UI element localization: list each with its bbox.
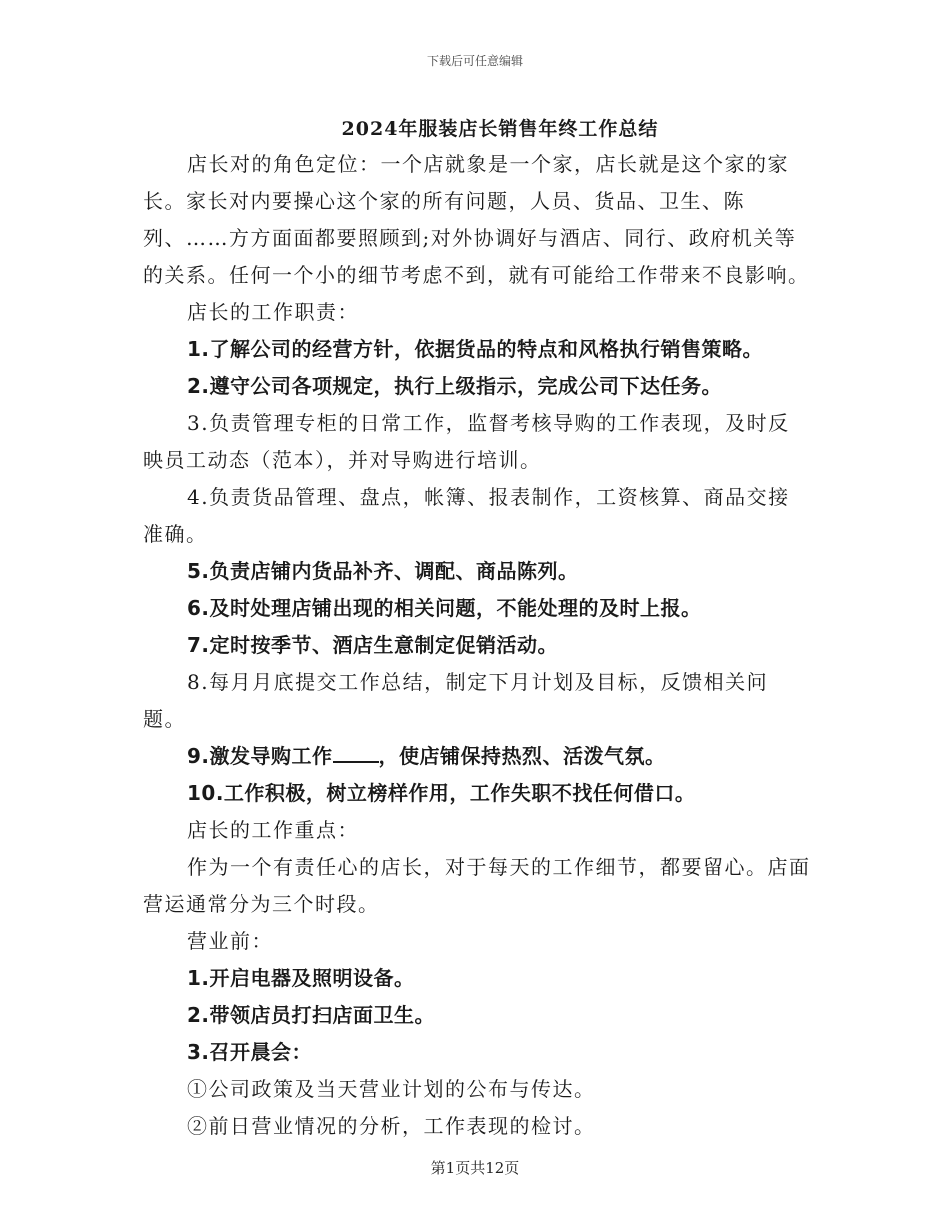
duty-9-text-start: 9.激发导购工作	[187, 744, 333, 768]
focus-heading: 店长的工作重点：	[187, 818, 359, 842]
duty-item: 2.遵守公司各项规定，执行上级指示，完成公司下达任务。	[187, 374, 723, 398]
before-business-heading: 营业前：	[187, 929, 273, 953]
before-business-item: 2.带领店员打扫店面卫生。	[187, 1003, 436, 1027]
duty-9-text-end: ，使店铺保持热烈、活泼气氛。	[378, 744, 666, 768]
duty-item: 7.定时按季节、酒店生意制定促销活动。	[187, 633, 559, 657]
meeting-item: ②前日营业情况的分析，工作表现的检讨。	[187, 1114, 596, 1138]
duty-item: 5.负责店铺内货品补齐、调配、商品陈列。	[187, 559, 579, 583]
intro-paragraph: 店长对的角色定位：一个店就象是一个家，店长就是这个家的家长。家长对内要操心这个家的所有问题，人员、货品、卫生、陈列、……方方面面都要照顾到;对外协调好与酒店、同行、政府机关等的关系。任何一个小的细节考虑不到，就有可能给工作带来不良影响。	[143, 152, 810, 287]
fill-in-blank	[333, 743, 379, 763]
duty-item: 10.工作积极，树立榜样作用，工作失职不找任何借口。	[187, 781, 696, 805]
duties-heading: 店长的工作职责：	[187, 300, 359, 324]
duty-item-9	[143, 738, 811, 775]
focus-paragraph: 作为一个有责任心的店长，对于每天的工作细节，都要留心。店面营运通常分为三个时段。	[143, 855, 811, 916]
duty-item: 3.负责管理专柜的日常工作，监督考核导购的工作表现，及时反映员工动态（范本），并对导购进行培训。	[143, 411, 790, 472]
before-business-item: 3.召开晨会：	[187, 1040, 313, 1064]
before-business-item: 1.开启电器及照明设备。	[187, 966, 415, 990]
page-footer: 第1页共12页	[430, 1159, 520, 1177]
duty-item: 4.负责货品管理、盘点，帐簿、报表制作，工资核算、商品交接准确。	[143, 485, 790, 546]
duty-item: 8.每月月底提交工作总结，制定下月计划及目标，反馈相关问题。	[143, 670, 769, 731]
header-note: 下载后可任意编辑	[426, 54, 523, 68]
duty-item: 1.了解公司的经营方针，依据货品的特点和风格执行销售策略。	[187, 337, 764, 361]
duty-item: 6.及时处理店铺出现的相关问题，不能处理的及时上报。	[187, 596, 702, 620]
document-body	[143, 146, 811, 1145]
meeting-item: ①公司政策及当天营业计划的公布与传达。	[187, 1077, 596, 1101]
document-title: 2024年服装店长销售年终工作总结	[341, 118, 659, 140]
